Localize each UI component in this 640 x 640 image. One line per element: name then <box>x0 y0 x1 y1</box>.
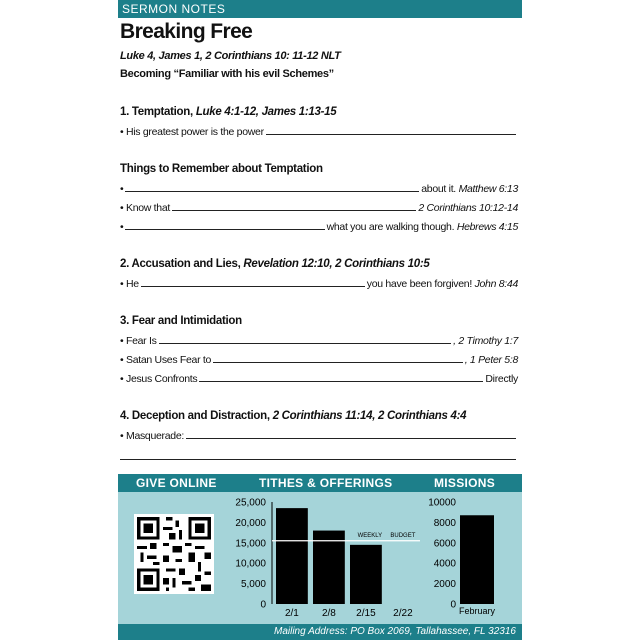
x-tick-label: February <box>458 606 496 616</box>
legend-budget: BUDGET <box>390 532 416 539</box>
y-tick-label: 25,000 <box>235 497 266 509</box>
fill-in-blank[interactable] <box>172 210 416 211</box>
y-tick-label: 0 <box>450 599 456 611</box>
scripture-references: Luke 4, James 1, 2 Corinthians 10: 11-12 NLT <box>120 50 341 62</box>
qr-code-icon[interactable] <box>134 514 214 594</box>
x-tick-label: 2/15 <box>356 608 376 619</box>
mailing-address: Mailing Address: PO Box 2069, Tallahassee, FL 32316 <box>118 624 522 640</box>
bar-2-8 <box>313 531 345 604</box>
legend-weekly: WEEKLY <box>357 532 383 539</box>
sermon-notes-sheet <box>118 0 522 640</box>
accusation-line-1: • He you have been forgiven! John 8:44 <box>120 278 518 290</box>
sermon-theme: Becoming “Familiar with his evil Schemes” <box>120 68 334 80</box>
y-tick-label: 10,000 <box>235 558 266 570</box>
fill-in-blank[interactable] <box>199 381 483 382</box>
y-tick-label: 0 <box>260 599 266 611</box>
missions-heading: MISSIONS <box>434 476 496 490</box>
y-tick-label: 4000 <box>433 558 456 570</box>
x-tick-label: 2/22 <box>393 608 413 619</box>
fill-in-blank[interactable] <box>141 286 365 287</box>
remember-line-2: • Know that 2 Corinthians 10:12-14 <box>120 202 518 214</box>
fill-in-blank[interactable] <box>125 191 419 192</box>
bar-2-1 <box>276 508 308 604</box>
x-tick-label: 2/8 <box>321 608 336 619</box>
fear-line-2: • Satan Uses Fear to , 1 Peter 5:8 <box>120 354 518 366</box>
sermon-title: Breaking Free <box>120 20 253 43</box>
y-tick-label: 6000 <box>433 538 456 550</box>
fill-in-blank[interactable] <box>186 438 516 439</box>
y-tick-label: 5,000 <box>240 579 266 591</box>
tithes-heading: TITHES & OFFERINGS <box>259 476 393 490</box>
tithes-chart <box>224 496 424 622</box>
fear-line-1: • Fear Is , 2 Timothy 1:7 <box>120 335 518 347</box>
remember-line-3: • what you are walking though. Hebrews 4:15 <box>120 221 518 233</box>
fill-in-blank[interactable] <box>213 362 463 363</box>
fill-in-blank[interactable] <box>125 229 324 230</box>
giving-panel <box>118 474 522 640</box>
fill-in-blank[interactable] <box>266 134 516 135</box>
y-tick-label: 2000 <box>433 579 456 591</box>
section-fear-title: 3. Fear and Intimidation <box>120 315 242 327</box>
y-tick-label: 8000 <box>433 517 456 529</box>
temptation-line-1: • His greatest power is the power <box>120 124 518 138</box>
x-tick-label: 2/1 <box>284 608 299 619</box>
missions-chart <box>418 496 518 622</box>
blank-rule[interactable] <box>120 459 516 460</box>
give-online-heading: GIVE ONLINE <box>136 476 217 490</box>
deception-line-1: • Masquerade: <box>120 428 518 442</box>
section-accusation-title: 2. Accusation and Lies, Revelation 12:10, 2 Corinthians 10:5 <box>120 258 430 270</box>
sermon-notes-header: SERMON NOTES <box>118 0 522 18</box>
bar-2-15 <box>350 545 382 604</box>
section-remember-title: Things to Remember about Temptation <box>120 163 323 175</box>
bar-february <box>460 515 494 604</box>
fill-in-blank[interactable] <box>159 343 452 344</box>
section-deception-title: 4. Deception and Distraction, 2 Corinthians 11:14, 2 Corinthians 4:4 <box>120 410 467 422</box>
y-tick-label: 15,000 <box>235 538 266 550</box>
y-tick-label: 20,000 <box>235 517 266 529</box>
section-temptation-title: 1. Temptation, Luke 4:1-12, James 1:13-15 <box>120 106 337 118</box>
fear-line-3: • Jesus Confronts Directly <box>120 373 518 385</box>
remember-line-1: • about it. Matthew 6:13 <box>120 183 518 195</box>
y-tick-label: 10000 <box>428 497 456 509</box>
